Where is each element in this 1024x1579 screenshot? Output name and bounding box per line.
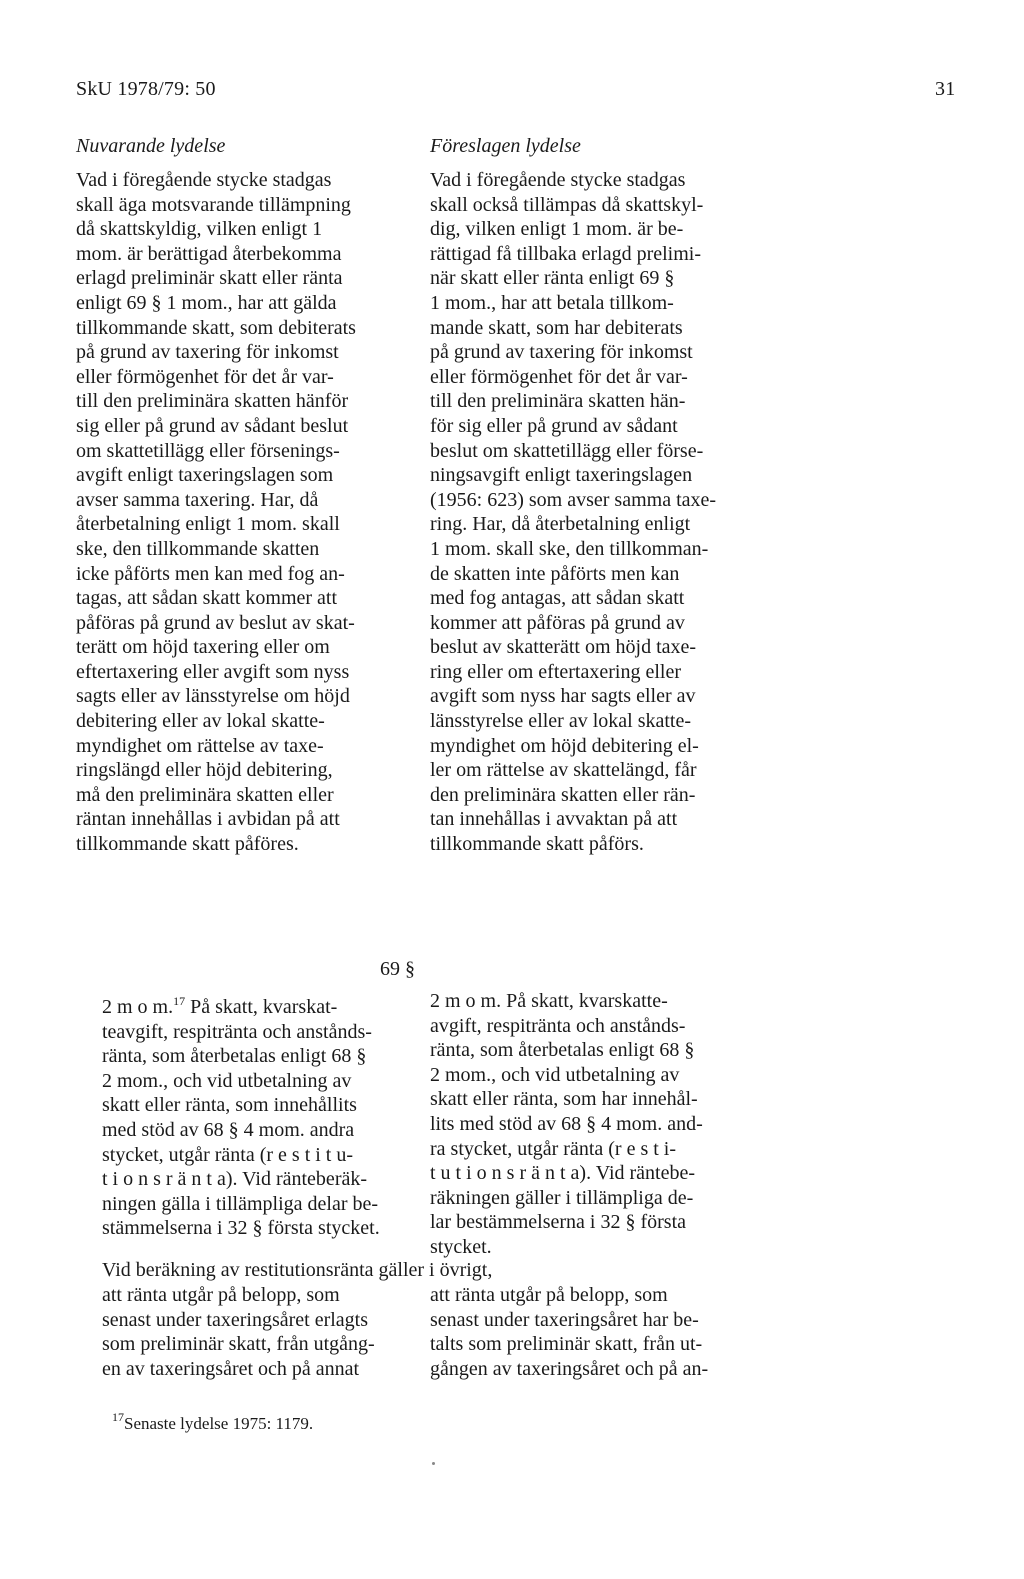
document-reference: SkU 1978/79: 50 — [76, 78, 216, 100]
section2-left-continuation — [102, 1283, 422, 1381]
text-line: erlagd preliminär skatt eller ränta — [76, 267, 343, 290]
text-line: till den preliminära skatten hänför — [76, 390, 349, 413]
text-line: den preliminära skatten eller rän- — [430, 783, 696, 806]
text-line: att ränta utgår på belopp, som — [430, 1284, 668, 1306]
text-line: påföras på grund av beslut av skat- — [76, 611, 355, 634]
text-line: mom. är berättigad återbekomma — [76, 242, 342, 265]
text-line: Vad i föregående stycke stadgas — [430, 169, 686, 191]
text-line: tillkommande skatt påföres. — [76, 833, 299, 856]
page-number: 31 — [935, 78, 956, 100]
text-line: terätt om höjd taxering eller om — [76, 636, 330, 659]
text-line: på grund av taxering för inkomst — [76, 341, 339, 364]
left-column-caption: Nuvarande lydelse — [76, 135, 226, 157]
text-line: eftertaxering eller avgift som nyss — [76, 660, 350, 683]
text-line: debitering eller av lokal skatte- — [76, 710, 325, 733]
text-line: tillkommande skatt påförs. — [430, 833, 644, 856]
text-line: skall äga motsvarande tillämpning — [76, 193, 351, 216]
text-line: tagas, att sådan skatt kommer att — [76, 587, 338, 610]
text-line: eller förmögenhet för det år var- — [76, 365, 334, 388]
text-line: rättigad få tillbaka erlagd prelimi- — [430, 242, 701, 265]
text-line: Vad i föregående stycke stadgas — [76, 169, 332, 191]
text-line: 2 mom., och vid utbetalning av — [430, 1063, 680, 1086]
text-line: dig, vilken enligt 1 mom. är be- — [430, 218, 684, 241]
text-line: med fog antagas, att sådan skatt — [430, 587, 685, 610]
footnote — [112, 1410, 313, 1434]
scan-mark — [432, 1462, 435, 1465]
text-line: 2 m o m. På skatt, kvarskatte- — [430, 990, 668, 1012]
text-line: lits med stöd av 68 § 4 mom. and- — [430, 1112, 703, 1135]
mom-label: 2 m o m. — [102, 996, 174, 1018]
text-line: t i o n s r ä n t a). Vid ränteberäk- — [102, 1168, 368, 1191]
text-line: ske, den tillkommande skatten — [76, 537, 320, 560]
text-line: ra stycket, utgår ränta (r e s t i- — [430, 1137, 677, 1160]
text-line: skatt eller ränta, som innehållits — [102, 1094, 357, 1117]
text-line: teavgift, respitränta och anstånds- — [102, 1020, 372, 1043]
text-line: stycket. — [430, 1235, 492, 1258]
text-line: återbetalning enligt 1 mom. skall — [76, 513, 340, 536]
text-line: med stöd av 68 § 4 mom. andra — [102, 1118, 355, 1141]
text-line: enligt 69 § 1 mom., har att gälda — [76, 291, 337, 314]
text-line: avgift enligt taxeringslagen som — [76, 464, 334, 487]
text-line: sig eller på grund av sådant beslut — [76, 414, 349, 437]
text-line: för sig eller på grund av sådant — [430, 414, 678, 437]
footnote-text: Senaste lydelse 1975: 1179. — [124, 1414, 314, 1433]
text-line: att ränta utgår på belopp, som — [102, 1284, 340, 1306]
text-line: t u t i o n s r ä n t a). Vid räntebe- — [430, 1162, 696, 1185]
section2-left-column — [102, 989, 422, 1241]
text-line: om skattetillägg eller försenings- — [76, 439, 340, 462]
text-line: mande skatt, som har debiterats — [430, 316, 683, 339]
text-line: må den preliminära skatten eller — [76, 783, 334, 806]
text-line: eller förmögenhet för det år var- — [430, 365, 688, 388]
text-line: ränta, som återbetalas enligt 68 § — [430, 1039, 695, 1062]
text-line: skall också tillämpas då skattskyl- — [430, 193, 704, 216]
text-line: beslut av skatterätt om höjd taxe- — [430, 636, 697, 659]
text-line: talts som preliminär skatt, från ut- — [430, 1333, 703, 1356]
text-line: skatt eller ränta, som har innehål- — [430, 1088, 698, 1111]
text-line: som preliminär skatt, från utgång- — [102, 1333, 375, 1356]
text-line: när skatt eller ränta enligt 69 § — [430, 267, 675, 290]
text-line: sagts eller av länsstyrelse om höjd — [76, 685, 350, 708]
text-line: avser samma taxering. Har, då — [76, 488, 319, 511]
first-line-rest: På skatt, kvarskat- — [185, 996, 338, 1018]
text-line: räkningen gäller i tillämpliga de- — [430, 1186, 694, 1209]
common-line: Vid beräkning av restitutionsränta gäller i övrigt, — [102, 1259, 493, 1281]
current-wording-column — [76, 168, 411, 857]
text-line: (1956: 623) som avser samma taxe- — [430, 488, 717, 511]
section-heading: 69 § — [380, 958, 415, 980]
section2-right-column — [430, 989, 765, 1260]
proposed-wording-column — [430, 168, 765, 857]
right-column-caption: Föreslagen lydelse — [430, 135, 581, 157]
section2-right-continuation — [430, 1283, 765, 1381]
text-line: 2 mom., och vid utbetalning av — [102, 1069, 352, 1092]
text-line: tan innehållas i avvaktan på att — [430, 808, 678, 831]
text-line: 1 mom., har att betala tillkom- — [430, 291, 674, 314]
text-line: beslut om skattetillägg eller förse- — [430, 439, 704, 462]
text-line: de skatten inte påförts men kan — [430, 562, 680, 585]
text-line: senast under taxeringsåret har be- — [430, 1308, 699, 1331]
text-line: räntan innehållas i avbidan på att — [76, 808, 340, 831]
text-line: lar bestämmelserna i 32 § första — [430, 1211, 687, 1234]
text-line: icke påförts men kan med fog an- — [76, 562, 345, 585]
text-line: ringslängd eller höjd debitering, — [76, 759, 333, 782]
text-line: till den preliminära skatten hän- — [430, 390, 686, 413]
text-line: en av taxeringsåret och på annat — [102, 1357, 360, 1380]
text-line: ring. Har, då återbetalning enligt — [430, 513, 691, 536]
text-line: avgift som nyss har sagts eller av — [430, 685, 696, 708]
footnote-reference: 17 — [173, 994, 186, 1008]
text-line: gången av taxeringsåret och på an- — [430, 1357, 709, 1380]
text-line: stämmelserna i 32 § första stycket. — [102, 1217, 380, 1240]
text-line: stycket, utgår ränta (r e s t i t u- — [102, 1143, 354, 1166]
text-line: kommer att påföras på grund av — [430, 611, 685, 634]
text-line: länsstyrelse eller av lokal skatte- — [430, 710, 692, 733]
text-line: tillkommande skatt, som debiterats — [76, 316, 356, 339]
footnote-number: 17 — [112, 1410, 124, 1424]
text-line: då skattskyldig, vilken enligt 1 — [76, 218, 323, 241]
text-line: myndighet om rättelse av taxe- — [76, 734, 324, 757]
text-line: ler om rättelse av skattelängd, får — [430, 759, 697, 782]
text-line: myndighet om höjd debitering el- — [430, 734, 699, 757]
text-line: på grund av taxering för inkomst — [430, 341, 693, 364]
text-line: ningen gälla i tillämpliga delar be- — [102, 1192, 379, 1215]
text-line: ningsavgift enligt taxeringslagen — [430, 464, 693, 487]
text-line: senast under taxeringsåret erlagts — [102, 1308, 369, 1331]
text-line: 1 mom. skall ske, den tillkomman- — [430, 537, 709, 560]
text-line: ring eller om eftertaxering eller — [430, 660, 681, 683]
text-line: avgift, respitränta och anstånds- — [430, 1014, 686, 1037]
text-line: ränta, som återbetalas enligt 68 § — [102, 1045, 367, 1068]
